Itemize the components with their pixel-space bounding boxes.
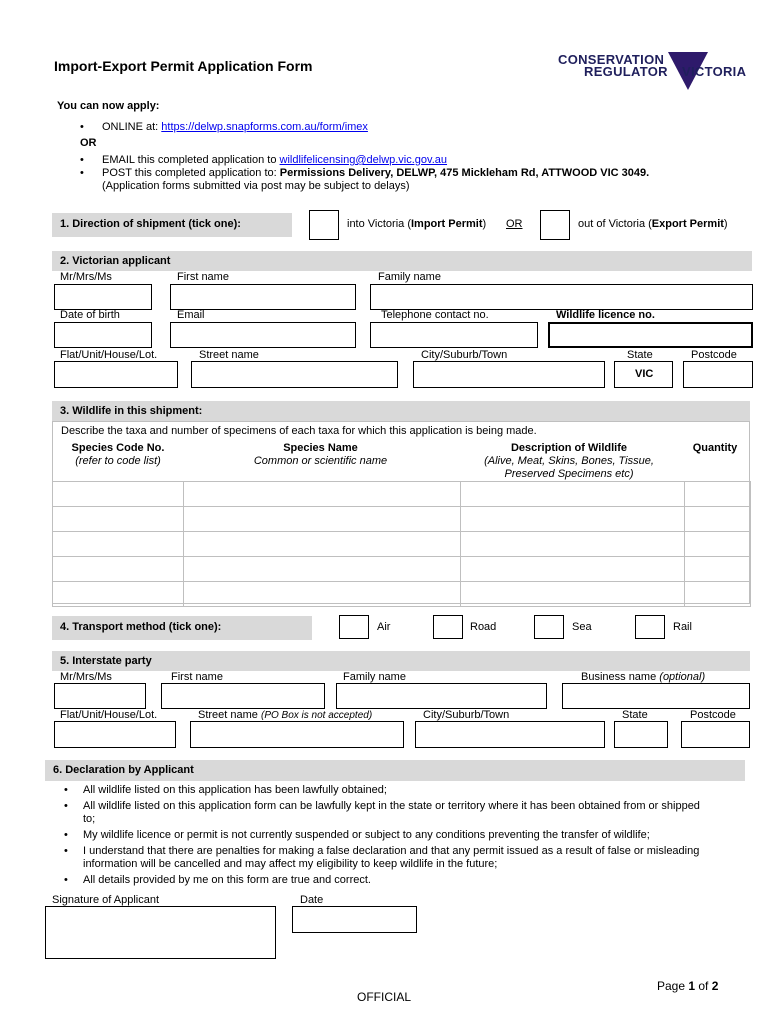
section4-bar: 4. Transport method (tick one): (52, 616, 312, 640)
wildlife-table (52, 421, 750, 604)
export-label: out of Victoria (Export Permit) (578, 218, 728, 230)
air-label: Air (377, 621, 391, 633)
business-name-field[interactable] (562, 683, 750, 709)
phone-field[interactable] (370, 322, 538, 348)
page-title: Import-Export Permit Application Form (54, 58, 313, 74)
party-city-field[interactable] (415, 721, 605, 748)
phone-label: Telephone contact no. (381, 309, 489, 321)
logo-line-2: REGULATOR (584, 64, 668, 79)
sea-checkbox[interactable] (534, 615, 564, 639)
city-label: City/Suburb/Town (421, 349, 508, 361)
table-cell[interactable] (461, 507, 685, 532)
official-marking: OFFICIAL (357, 990, 412, 1004)
post-address: Permissions Delivery, DELWP, 475 Mickleham Rd, ATTWOOD VIC 3049. (279, 167, 650, 179)
table-cell[interactable] (461, 532, 685, 557)
declaration-item: • My wildlife licence or permit is not currently suspended or subject to any conditions preventing the transfer of wildlife; (64, 829, 650, 841)
section5-bar: 5. Interstate party (52, 651, 750, 671)
sea-label: Sea (572, 621, 592, 633)
city-field[interactable] (413, 361, 605, 388)
import-checkbox[interactable] (309, 210, 339, 240)
table-cell[interactable] (461, 557, 685, 582)
table-cell[interactable] (685, 532, 751, 557)
licence-field[interactable] (548, 322, 753, 348)
party-title-label: Mr/Mrs/Ms (60, 671, 112, 683)
applicant-first-name-label: First name (177, 271, 229, 283)
intro-or: OR (80, 137, 97, 149)
state-field[interactable] (614, 361, 673, 388)
export-checkbox[interactable] (540, 210, 570, 240)
table-cell[interactable] (53, 582, 184, 607)
party-flat-label: Flat/Unit/House/Lot. (60, 709, 158, 721)
street-field[interactable] (191, 361, 398, 388)
col-quantity: Quantity (692, 442, 738, 454)
logo-line-1: CONSERVATION (558, 52, 665, 67)
party-state-label: State (622, 709, 648, 721)
email-link[interactable]: wildlifelicensing@delwp.vic.gov.au (279, 154, 448, 166)
wildlife-rows (52, 481, 751, 607)
party-title-field[interactable] (54, 683, 146, 709)
table-cell[interactable] (184, 482, 461, 507)
party-postcode-label: Postcode (690, 709, 736, 721)
post-prefix: POST this completed application to: (102, 167, 280, 179)
online-prefix: ONLINE at: (102, 121, 162, 133)
section1-bar: 1. Direction of shipment (tick one): (52, 213, 292, 237)
col-description: Description of Wildlife (Alive, Meat, Skins, Bones, Tissue, Preserved Specimens etc) (484, 442, 654, 480)
email-prefix: EMAIL this completed application to (102, 154, 280, 166)
intro-heading: You can now apply: (57, 100, 160, 112)
party-street-field[interactable] (190, 721, 404, 748)
table-row (53, 557, 751, 582)
logo-victoria: VICTORIA (682, 64, 747, 79)
table-cell[interactable] (53, 557, 184, 582)
rail-label: Rail (673, 621, 692, 633)
applicant-title-label: Mr/Mrs/Ms (60, 271, 112, 283)
declaration-item: • All details provided by me on this form are true and correct. (64, 874, 371, 886)
declaration-item: • All wildlife listed on this application form can be lawfully kept in the state or territory where it has been obtained from or shipped to; (64, 800, 700, 825)
air-checkbox[interactable] (339, 615, 369, 639)
table-cell[interactable] (461, 482, 685, 507)
dob-label: Date of birth (60, 309, 120, 321)
dob-field[interactable] (54, 322, 152, 348)
business-label: Business name (optional) (581, 671, 706, 683)
flat-label: Flat/Unit/House/Lot. (60, 349, 158, 361)
date-field[interactable] (292, 906, 417, 933)
section6-bar: 6. Declaration by Applicant (45, 760, 745, 781)
street-label: Street name (199, 349, 259, 361)
table-cell[interactable] (685, 482, 751, 507)
signature-field[interactable] (45, 906, 276, 959)
col-species-code: Species Code No. (refer to code list) (71, 442, 165, 467)
direction-or: OR (506, 218, 523, 230)
rail-checkbox[interactable] (635, 615, 665, 639)
declaration-item: • All wildlife listed on this application has been lawfully obtained; (64, 784, 387, 796)
party-city-label: City/Suburb/Town (423, 709, 510, 721)
applicant-first-name-field[interactable] (170, 284, 356, 310)
party-postcode-field[interactable] (681, 721, 750, 748)
table-row (53, 507, 751, 532)
table-cell[interactable] (685, 582, 751, 607)
table-cell[interactable] (184, 532, 461, 557)
online-link[interactable]: https://delwp.snapforms.com.au/form/imex (161, 121, 368, 133)
signature-label: Signature of Applicant (52, 894, 160, 906)
state-label: State (627, 349, 653, 361)
applicant-title-field[interactable] (54, 284, 152, 310)
road-label: Road (470, 621, 497, 633)
party-family-name-label: Family name (343, 671, 406, 683)
party-family-name-field[interactable] (336, 683, 547, 709)
post-note: (Application forms submitted via post may be subject to delays) (102, 180, 410, 192)
section2-bar: 2. Victorian applicant (52, 251, 752, 271)
postcode-field[interactable] (683, 361, 753, 388)
state-value: VIC (635, 368, 654, 380)
party-first-name-label: First name (171, 671, 223, 683)
table-row (53, 532, 751, 557)
table-cell[interactable] (685, 557, 751, 582)
flat-field[interactable] (54, 361, 178, 388)
table-cell[interactable] (184, 507, 461, 532)
declaration-list (64, 784, 714, 890)
postcode-label: Postcode (691, 349, 737, 361)
table-cell[interactable] (53, 532, 184, 557)
declaration-item: • I understand that there are penalties for making a false declaration and that any permit issued as a result of false or misleading information will be cancelled and may affect my eligibility to keep wildlife in the future; (64, 845, 700, 870)
applicant-family-name-label: Family name (378, 271, 441, 283)
table-cell[interactable] (685, 507, 751, 532)
table-cell[interactable] (184, 582, 461, 607)
email-field[interactable] (170, 322, 356, 348)
conservation-regulator-logo (558, 50, 758, 94)
table-cell[interactable] (53, 507, 184, 532)
party-state-field[interactable] (614, 721, 668, 748)
table-row (53, 482, 751, 507)
licence-label: Wildlife licence no. (556, 309, 655, 321)
table-cell[interactable] (184, 557, 461, 582)
table-cell[interactable] (53, 482, 184, 507)
email-label: Email (177, 309, 205, 321)
page-number: Page 1 of 2 (657, 979, 719, 993)
table-cell[interactable] (461, 582, 685, 607)
applicant-family-name-field[interactable] (370, 284, 753, 310)
import-label: into Victoria (Import Permit) (347, 218, 487, 230)
date-label: Date (300, 894, 324, 906)
table-row (53, 582, 751, 607)
road-checkbox[interactable] (433, 615, 463, 639)
wildlife-description: Describe the taxa and number of specimens of each taxa for which this application is being made. (61, 425, 537, 437)
col-species-name: Species Name Common or scientific name (253, 442, 388, 467)
section3-bar: 3. Wildlife in this shipment: (52, 401, 750, 421)
party-street-label: Street name (PO Box is not accepted) (198, 709, 373, 721)
party-first-name-field[interactable] (161, 683, 325, 709)
party-flat-field[interactable] (54, 721, 176, 748)
